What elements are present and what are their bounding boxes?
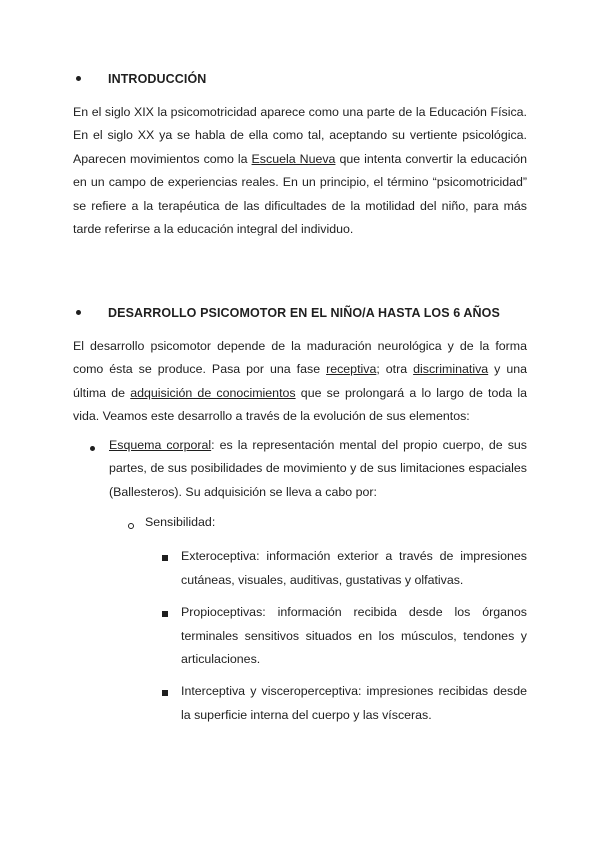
receptiva-term: receptiva (326, 362, 377, 377)
bullet-icon (90, 442, 95, 454)
esquema-corporal-term: Esquema corporal (109, 438, 212, 452)
bullet-icon (78, 306, 83, 320)
sensibilidad-label: Sensibilidad: (145, 515, 216, 529)
desarrollo-heading: DESARROLLO PSICOMOTOR EN EL NIÑO/A HASTA LOS 6 AÑOS (88, 306, 500, 320)
esquema-corporal-item: Esquema corporal: es la representación mental del propio cuerpo, de sus partes, de sus posibilidades de movimiento y de sus limitaciones espaciales (Ballesteros). Su adquisición se lleva a cabo por: (109, 438, 527, 499)
square-bullet-icon (162, 552, 168, 564)
square-bullet-icon (162, 687, 168, 699)
sensibilidad-item: Exteroceptiva: información exterior a través de impresiones cutáneas, visuales, auditivas, gustativas y olfativas. (181, 549, 527, 587)
intro-paragraph: En el siglo XIX la psicomotricidad aparece como una parte de la Educación Física. En el siglo XX ya se habla de ella como tal, aceptando su vertiente psicológica. Aparecen movimientos como la Escuela Nueva que intenta convertir la educación en un campo de experiencias reales. En un principio, el término “psicomotricidad” se refiere a la terapéutica de las dificultades de la motilidad del niño, para más tarde referirse a la educación integral del individuo. (73, 105, 527, 237)
bullet-icon (78, 72, 83, 86)
circle-bullet-icon (128, 520, 134, 532)
desarrollo-paragraph: El desarrollo psicomotor depende de la maduración neurológica y de la forma como ésta se produce. Pasa por una fase receptiva; otra discriminativa y una última de adquisición de conocimientos que se prolongará a lo largo de toda la vida. Veamos este desarrollo a través de la evolución de sus elementos: (73, 339, 527, 424)
intro-heading: INTRODUCCIÓN (88, 72, 206, 86)
escuela-nueva-link: Escuela Nueva (251, 151, 336, 166)
sensibilidad-item: Interceptiva y visceroperceptiva: impresiones recibidas desde la superficie interna del cuerpo y las vísceras. (181, 684, 527, 722)
discriminativa-term: discriminativa (413, 362, 489, 377)
sensibilidad-item: Propioceptivas: información recibida desde los órganos terminales sensitivos situados en los músculos, tendones y articulaciones. (181, 605, 527, 667)
adquisicion-term: adquisición de conocimientos (130, 385, 296, 400)
square-bullet-icon (162, 608, 168, 620)
